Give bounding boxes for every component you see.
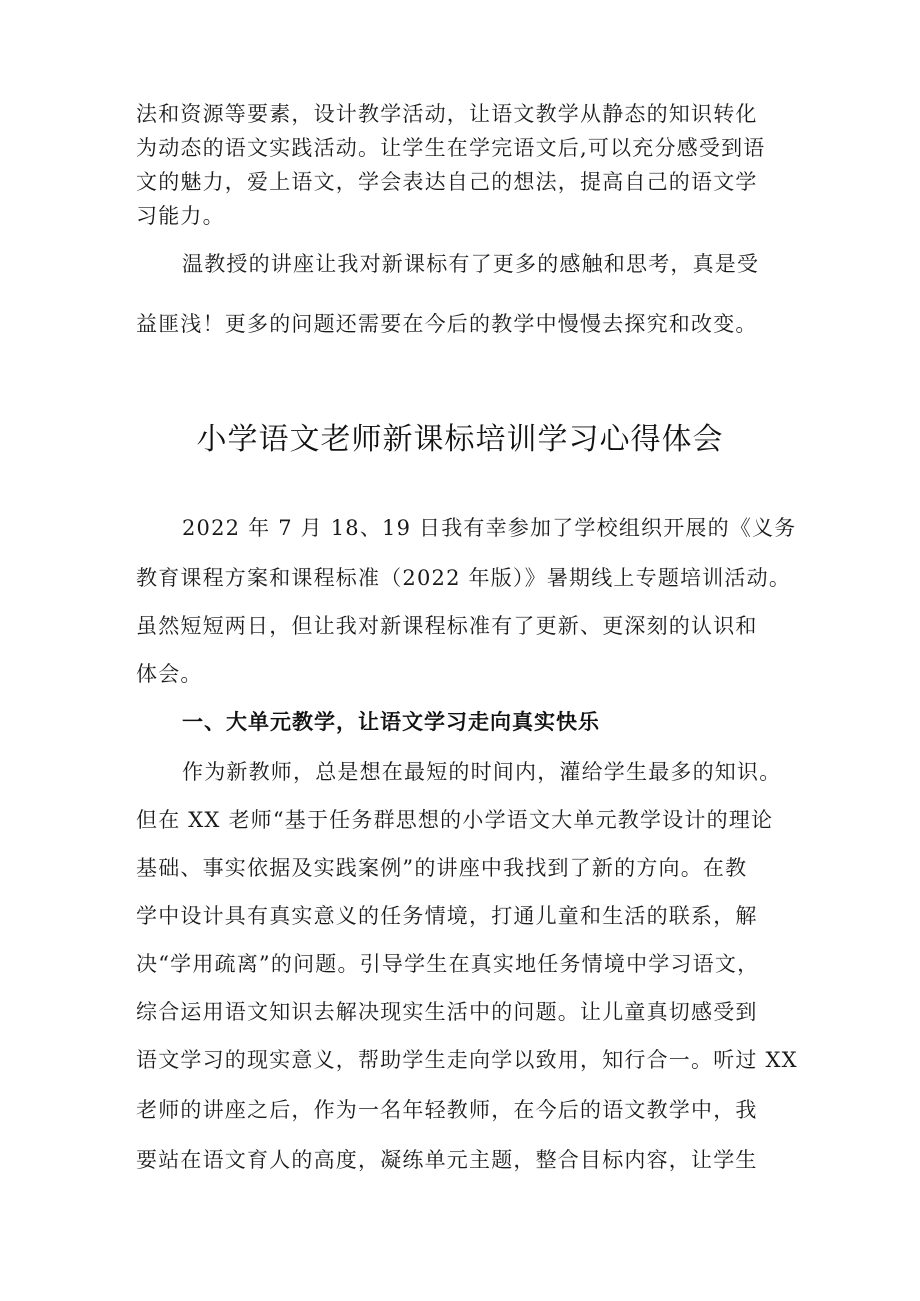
paragraph-line: 益匪浅！更多的问题还需要在今后的教学中慢慢去探究和改变。 [136, 312, 758, 336]
body-line: 语文学习的现实意义，帮助学生走向学以致用，知行合一。听过 XX [136, 1048, 798, 1072]
paragraph-line: 习能力。 [136, 204, 225, 228]
body-line: 决“学用疏离”的问题。引导学生在真实地任务情境中学习语文， [136, 952, 760, 976]
intro-line: 2022 年 7 月 18、19 日我有幸参加了学校组织开展的《义务 [182, 516, 797, 540]
article-title: 小学语文老师新课标培训学习心得体会 [196, 422, 724, 457]
intro-line: 教育课程方案和课程标准（2022 年版）》暑期线上专题培训活动。 [136, 566, 792, 590]
paragraph-line: 法和资源等要素，设计教学活动，让语文教学从静态的知识转化 [136, 102, 758, 126]
body-line: 基础、事实依据及实践案例”的讲座中我找到了新的方向。在教 [136, 856, 748, 880]
paragraph-line: 温教授的讲座让我对新课标有了更多的感触和思考，真是受 [182, 252, 760, 276]
body-line: 要站在语文育人的高度，凝练单元主题，整合目标内容，让学生 [136, 1148, 758, 1172]
body-line: 作为新教师，总是想在最短的时间内，灌给学生最多的知识。 [182, 760, 782, 784]
body-line: 综合运用语文知识去解决现实生活中的问题。让儿童真切感受到 [136, 1000, 758, 1024]
body-line: 老师的讲座之后，作为一名年轻教师，在今后的语文教学中，我 [136, 1098, 758, 1122]
intro-line: 体会。 [136, 662, 203, 686]
body-line: 但在 XX 老师“基于任务群思想的小学语文大单元教学设计的理论 [136, 808, 774, 832]
section-heading: 一、大单元教学，让语文学习走向真实快乐 [182, 710, 600, 734]
body-line: 学中设计具有真实意义的任务情境，打通儿童和生活的联系，解 [136, 904, 758, 928]
intro-line: 虽然短短两日，但让我对新课程标准有了更新、更深刻的认识和 [136, 614, 758, 638]
paragraph-line: 文的魅力，爱上语文，学会表达自己的想法，提高自己的语文学 [136, 170, 758, 194]
paragraph-line: 为动态的语文实践活动。让学生在学完语文后,可以充分感受到语 [136, 136, 766, 160]
